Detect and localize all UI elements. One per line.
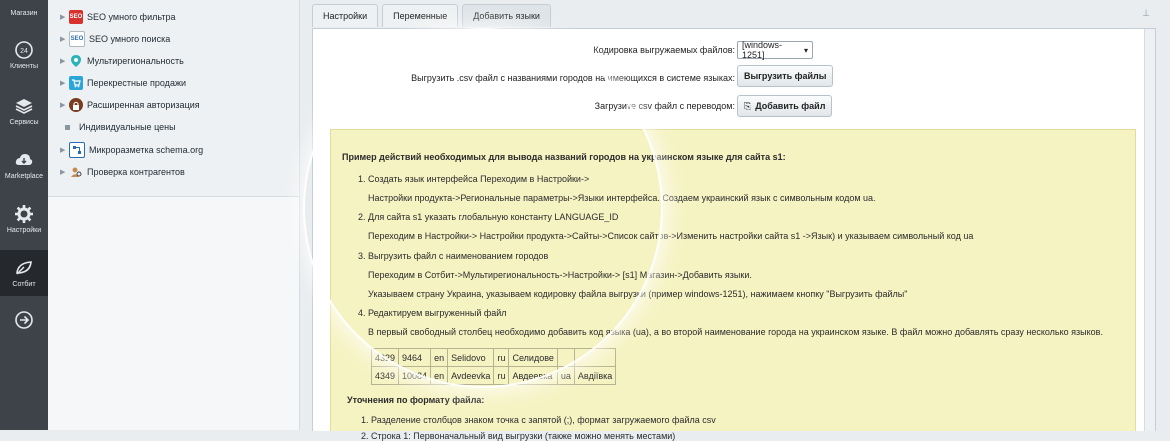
export-label: Выгрузить .csv файл с названиями городов на имеющихся в системе языках:	[411, 73, 735, 83]
person-check-icon	[69, 165, 83, 179]
table-cell: ru	[494, 367, 509, 385]
table-cell: 4329	[372, 349, 399, 367]
main-content	[300, 0, 1170, 441]
schema-icon	[69, 142, 85, 158]
sidebar-item-shop[interactable]	[0, 0, 48, 22]
format-item: 1. Разделение столбцов знаком точка с запятой (;), формат загружаемого файла csv	[361, 415, 716, 425]
menu-item-multiregion[interactable]	[60, 52, 184, 70]
example-table	[371, 348, 616, 385]
add-file-button-label: Добавить файл	[755, 101, 826, 111]
sidebar-item-marketplace[interactable]	[0, 150, 48, 186]
sidebar-item-label: Сотбит	[12, 281, 36, 288]
table-cell: 4349	[372, 367, 399, 385]
menu-item-seo-filter[interactable]	[60, 8, 175, 26]
location-pin-icon	[69, 54, 83, 68]
table-cell: Selidovo	[448, 349, 494, 367]
encoding-select-value: [windows-1251]	[742, 40, 783, 60]
pin-icon[interactable]: ⊥	[1142, 8, 1150, 18]
step-1-title: 1. Создать язык интерфейса Переходим в Настройки->	[358, 174, 590, 184]
table-cell	[557, 349, 574, 367]
sidebar-item-label: Сервисы	[9, 119, 39, 126]
tab-variables[interactable]: Переменные	[382, 4, 458, 27]
menu-item-label: Проверка контрагентов	[87, 167, 185, 177]
cross-sell-icon	[69, 76, 83, 90]
menu-item-label: SEO умного фильтра	[87, 12, 176, 22]
menu-item-schema[interactable]	[60, 141, 203, 159]
tab-settings[interactable]: Настройки	[312, 4, 378, 27]
seo-search-icon: SEO	[69, 31, 85, 47]
seo-filter-icon: SEO	[69, 10, 83, 24]
tab-bar	[312, 4, 555, 30]
svg-text:24: 24	[20, 48, 28, 55]
main-sidebar	[0, 0, 48, 430]
step-2-title: 2. Для сайта s1 указать глобальную константу LANGUAGE_ID	[358, 212, 619, 222]
chevron-down-icon: ▾	[803, 45, 808, 55]
sidebar-item-clients[interactable]	[0, 40, 48, 76]
sidebar-item-services[interactable]	[0, 96, 48, 132]
sidebar-expand-button[interactable]	[0, 310, 48, 332]
chevron-right-icon[interactable]: ▶	[60, 169, 66, 176]
export-files-button[interactable]: Выгрузить файлы	[737, 65, 833, 87]
table-cell: ru	[494, 349, 509, 367]
table-cell: 9464	[399, 349, 431, 367]
paperclip-icon: ⎘	[744, 100, 752, 111]
table-cell: Селидове	[509, 349, 557, 367]
sidebar-item-label: Настройки	[6, 227, 42, 234]
chevron-right-icon[interactable]: ▶	[60, 36, 66, 43]
table-cell: ua	[557, 367, 574, 385]
note-heading: Пример действий необходимых для вывода названий городов на украинском языке для сайта s1:	[342, 152, 786, 162]
menu-item-seo-search[interactable]	[60, 30, 170, 48]
menu-item-counterparty-check[interactable]	[60, 163, 185, 181]
sidebar-item-label: Marketplace	[4, 173, 44, 180]
sidebar-item-settings[interactable]	[0, 204, 48, 240]
clients-icon	[14, 40, 34, 60]
menu-item-individual-prices[interactable]	[60, 118, 176, 136]
instruction-note	[330, 129, 1136, 441]
sotbit-icon	[14, 258, 34, 278]
step-3-detail: Переходим в Сотбит->Мультирегиональность->Настройки-> [s1] Магазин->Добавить языки.	[368, 270, 752, 280]
step-3-title: 3. Выгрузить файл с наименованием городов	[358, 251, 549, 261]
menu-item-label: Мультирегиональность	[87, 56, 184, 66]
menu-item-label: Расширенная авторизация	[87, 100, 200, 110]
table-cell: 10084	[399, 367, 431, 385]
sidebar-item-sotbit[interactable]	[0, 250, 48, 296]
table-cell	[574, 349, 615, 367]
chevron-right-icon[interactable]: ▶	[60, 80, 66, 87]
gear-icon	[14, 204, 34, 224]
sidebar-item-label: Магазин	[10, 10, 38, 17]
table-cell: Авдіївка	[574, 367, 615, 385]
table-cell: en	[431, 367, 448, 385]
menu-item-extended-auth[interactable]	[60, 96, 200, 114]
table-cell: en	[431, 349, 448, 367]
table-row	[372, 367, 616, 385]
chevron-right-icon[interactable]: ▶	[60, 102, 66, 109]
step-4-detail: В первый свободный столбец необходимо добавить код языка (ua), а во второй наименование города на украинском языке. В файл можно добавлять сразу несколько языков.	[368, 327, 1103, 337]
module-menu	[48, 0, 300, 430]
format-heading: Уточнения по формату файла:	[347, 395, 485, 405]
arrow-right-icon	[14, 310, 34, 330]
menu-item-label: Микроразметка schema.org	[89, 145, 204, 155]
menu-item-cross-sell[interactable]	[60, 74, 186, 92]
step-3-detail-2: Указываем страну Украина, указываем кодировку файла выгрузки (пример windows-1251), нажимаем кнопку "Выгрузить файлы"	[368, 289, 908, 299]
chevron-right-icon[interactable]: ▶	[60, 58, 66, 65]
marketplace-icon	[14, 150, 34, 170]
tab-add-languages[interactable]: Добавить языки	[462, 4, 551, 27]
upload-label: Загрузите csv файл с переводом:	[594, 101, 735, 111]
step-2-detail: Переходим в Настройки-> Настройки продукта->Сайты->Список сайтов->Изменить настройки сайта s1 ->Язык) и указываем символьный код ua	[368, 231, 974, 241]
table-cell: Avdeevka	[448, 367, 494, 385]
menu-list	[48, 0, 299, 197]
lock-icon	[69, 98, 83, 112]
menu-item-label: Перекрестные продажи	[87, 78, 186, 88]
chevron-right-icon[interactable]: ▶	[60, 14, 66, 21]
chevron-right-icon[interactable]: ▶	[60, 147, 66, 154]
step-4-title: 4. Редактируем выгруженный файл	[358, 308, 507, 318]
encoding-select[interactable]	[737, 41, 813, 59]
menu-item-label: Индивидуальные цены	[79, 122, 176, 132]
bullet-icon	[65, 125, 70, 130]
add-file-button[interactable]	[737, 95, 832, 117]
table-row	[372, 349, 616, 367]
step-1-detail: Настройки продукта->Региональные параметры->Языки интерфейса. Создаем украинский язык с символьным кодом ua.	[368, 193, 876, 203]
sidebar-item-label: Клиенты	[9, 63, 39, 70]
vertical-scrollbar[interactable]	[1144, 29, 1155, 431]
format-item: 2. Строка 1: Первоначальный вид выгрузки (также можно менять местами)	[361, 431, 676, 441]
menu-item-label: SEO умного поиска	[89, 34, 171, 44]
encoding-label: Кодировка выгружаемых файлов:	[593, 45, 735, 55]
table-cell: Авдеевка	[509, 367, 557, 385]
services-icon	[14, 96, 34, 116]
